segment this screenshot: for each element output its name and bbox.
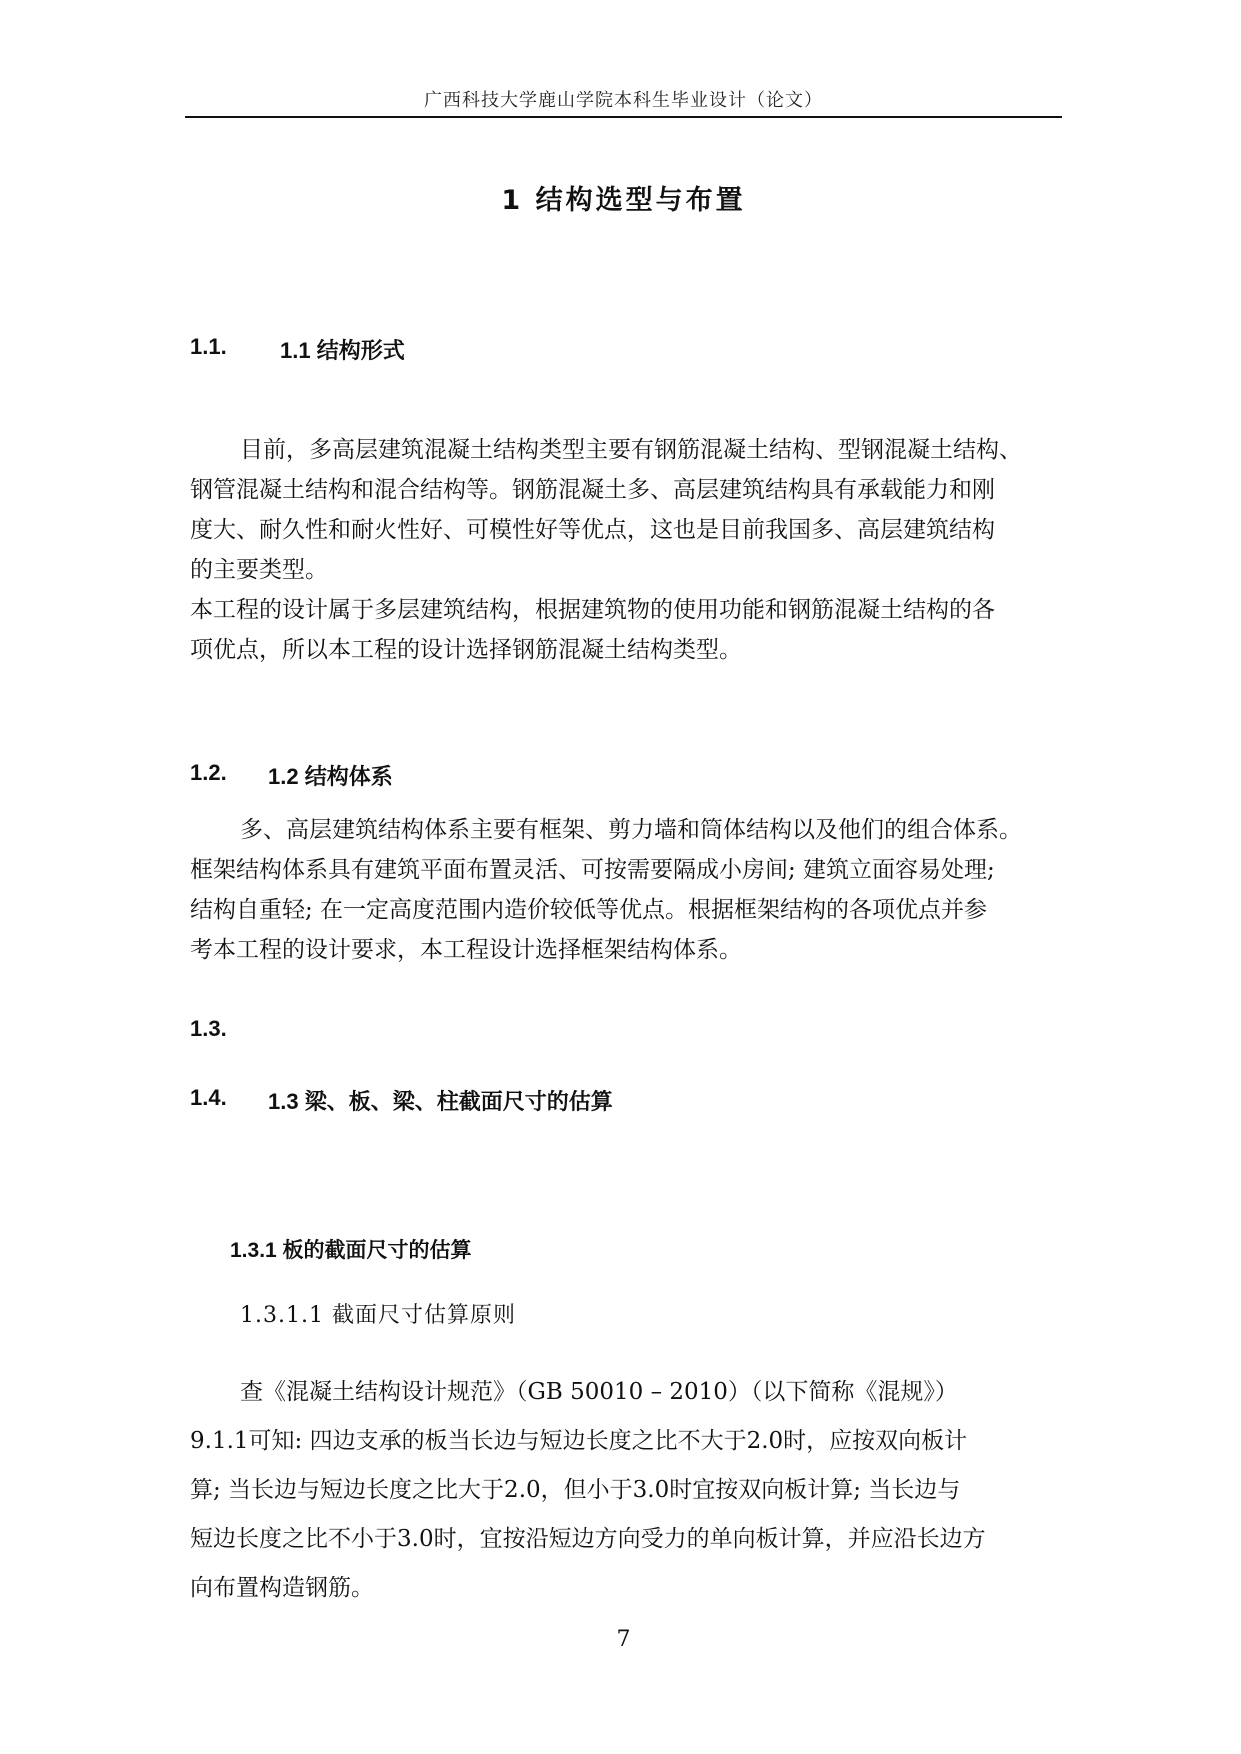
text-line: 短边长度之比不小于3.0时，宜按沿短边方向受力的单向板计算，并应沿长边方 xyxy=(190,1526,986,1552)
text-line: 目前，多高层建筑混凝土结构类型主要有钢筋混凝土结构、型钢混凝土结构、 xyxy=(240,437,1022,463)
chapter-title: 1 结构选型与布置 xyxy=(501,185,746,216)
text-line: 9.1.1可知: 四边支承的板当长边与短边长度之比不大于2.0时，应按双向板计 xyxy=(190,1428,968,1454)
text-line: 考本工程的设计要求，本工程设计选择框架结构体系。 xyxy=(190,937,742,963)
text-line: 的主要类型。 xyxy=(190,557,328,583)
subsection-title: 1.3.1 板的截面尺寸的估算 xyxy=(230,1239,472,1262)
section-1-1-title: 1.1 结构形式 xyxy=(280,338,405,363)
paragraph-slab-estimation xyxy=(190,1368,1090,1613)
text-line: 多、高层建筑结构体系主要有框架、剪力墙和筒体结构以及他们的组合体系。 xyxy=(240,817,1022,843)
header-rule xyxy=(185,116,1062,118)
text-line: 框架结构体系具有建筑平面布置灵活、可按需要隔成小房间; 建筑立面容易处理; xyxy=(190,857,995,883)
text-line: 查《混凝土结构设计规范》（GB 50010 – 2010）（以下简称《混规》） xyxy=(240,1379,958,1405)
paragraph-structure-form xyxy=(190,430,1090,670)
page-number: 7 xyxy=(616,1627,631,1652)
text-line: 算; 当长边与短边长度之比大于2.0，但小于3.0时宜按双向板计算; 当长边与 xyxy=(190,1477,961,1503)
paragraph-structure-system xyxy=(190,810,1090,970)
section-1-1-number: 1.1. xyxy=(190,334,227,359)
running-header: 广西科技大学鹿山学院本科生毕业设计（论文） xyxy=(424,90,823,111)
section-1-3-number: 1.3. xyxy=(190,1016,227,1041)
section-1-4-title: 1.3 梁、板、梁、柱截面尺寸的估算 xyxy=(268,1089,613,1114)
subsubsection-title: 1.3.1.1 截面尺寸估算原则 xyxy=(240,1303,516,1328)
text-line: 本工程的设计属于多层建筑结构，根据建筑物的使用功能和钢筋混凝土结构的各 xyxy=(190,597,995,623)
text-line: 项优点，所以本工程的设计选择钢筋混凝土结构类型。 xyxy=(190,637,742,663)
text-line: 度大、耐久性和耐火性好、可模性好等优点，这也是目前我国多、高层建筑结构 xyxy=(190,517,995,543)
text-line: 结构自重轻; 在一定高度范围内造价较低等优点。根据框架结构的各项优点并参 xyxy=(190,897,988,923)
section-1-2-title: 1.2 结构体系 xyxy=(268,764,393,789)
text-line: 钢管混凝土结构和混合结构等。钢筋混凝土多、高层建筑结构具有承载能力和刚 xyxy=(190,477,995,503)
section-1-4-number: 1.4. xyxy=(190,1085,227,1110)
section-1-2-number: 1.2. xyxy=(190,760,227,785)
text-line: 向布置构造钢筋。 xyxy=(190,1575,374,1601)
